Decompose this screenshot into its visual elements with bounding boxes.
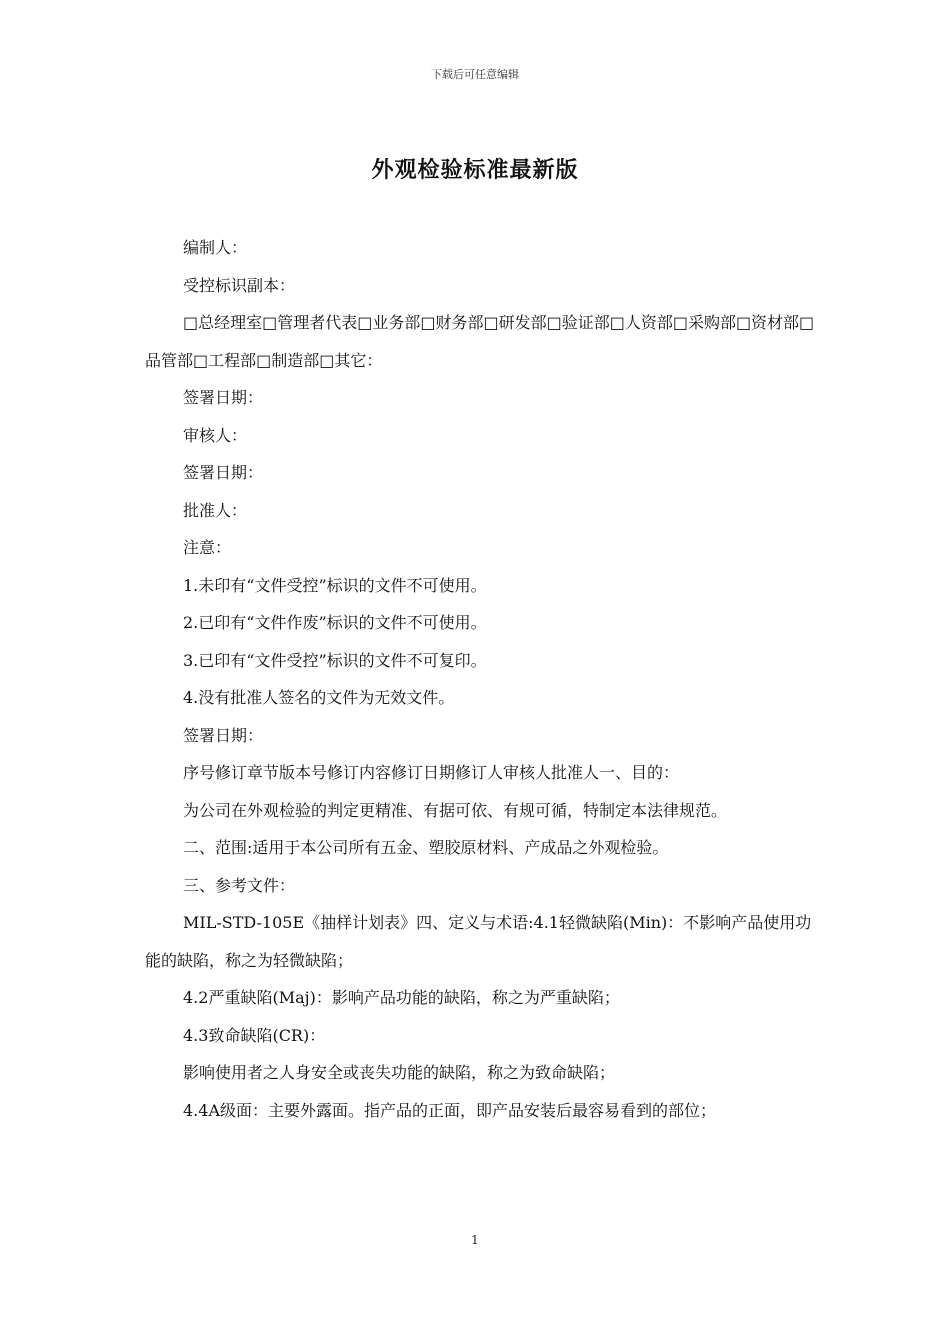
paragraph-references: 三、参考文件： bbox=[183, 875, 296, 895]
paragraph-notice-item-3: 3.已印有“文件受控”标识的文件不可复印。 bbox=[183, 650, 487, 670]
paragraph-notice-item-4: 4.没有批准人签名的文件为无效文件。 bbox=[183, 688, 455, 707]
page-number: 1 bbox=[471, 1233, 479, 1247]
document-title: 外观检验标准最新版 bbox=[371, 158, 579, 183]
paragraph-notice-item-1: 1.未印有“文件受控”标识的文件不可使用。 bbox=[183, 575, 487, 595]
paragraph-department-checklist: □总经理室□管理者代表□业务部□财务部□研发部□验证部□人资部□采购部□资材部□品管部□工程部□制造部□其它： bbox=[145, 313, 815, 370]
paragraph-definitions-minor: MIL-STD-105E《抽样计划表》四、定义与术语:4.1轻微缺陷(Min)：不影响产品使用功能的缺陷，称之为轻微缺陷； bbox=[145, 913, 812, 970]
paragraph-a-surface: 4.4A级面：主要外露面。指产品的正面，即产品安装后最容易看到的部位； bbox=[183, 1100, 717, 1120]
paragraph-revision-purpose: 序号修订章节版本号修订内容修订日期修订人审核人批准人一、目的： bbox=[183, 763, 680, 782]
paragraph-notice: 注意： bbox=[183, 538, 232, 557]
paragraph-controlled-copy: 受控标识副本： bbox=[183, 275, 296, 295]
paragraph-definitions-major: 4.2严重缺陷(Maj)：影响产品功能的缺陷，称之为严重缺陷； bbox=[183, 988, 620, 1007]
paragraph-critical-body: 影响使用者之人身安全或丧失功能的缺陷，称之为致命缺陷； bbox=[183, 1063, 616, 1082]
page-header: 下载后可任意编辑 bbox=[431, 68, 519, 81]
paragraph-sign-date-3: 签署日期： bbox=[183, 725, 264, 745]
paragraph-approver: 批准人： bbox=[183, 500, 248, 520]
paragraph-notice-item-2: 2.已印有“文件作废”标识的文件不可使用。 bbox=[183, 613, 487, 632]
paragraph-reviewer: 审核人： bbox=[183, 425, 248, 445]
paragraph-definitions-critical: 4.3致命缺陷(CR)： bbox=[183, 1025, 326, 1045]
document-body bbox=[145, 229, 817, 1129]
paragraph-scope: 二、范围:适用于本公司所有五金、塑胶原材料、产成品之外观检验。 bbox=[183, 838, 669, 857]
paragraph-compiler: 编制人： bbox=[183, 238, 248, 257]
paragraph-sign-date-1: 签署日期： bbox=[183, 388, 264, 407]
paragraph-purpose-body: 为公司在外观检验的判定更精准、有据可依、有规可循，特制定本法律规范。 bbox=[183, 800, 728, 820]
paragraph-sign-date-2: 签署日期： bbox=[183, 463, 264, 482]
